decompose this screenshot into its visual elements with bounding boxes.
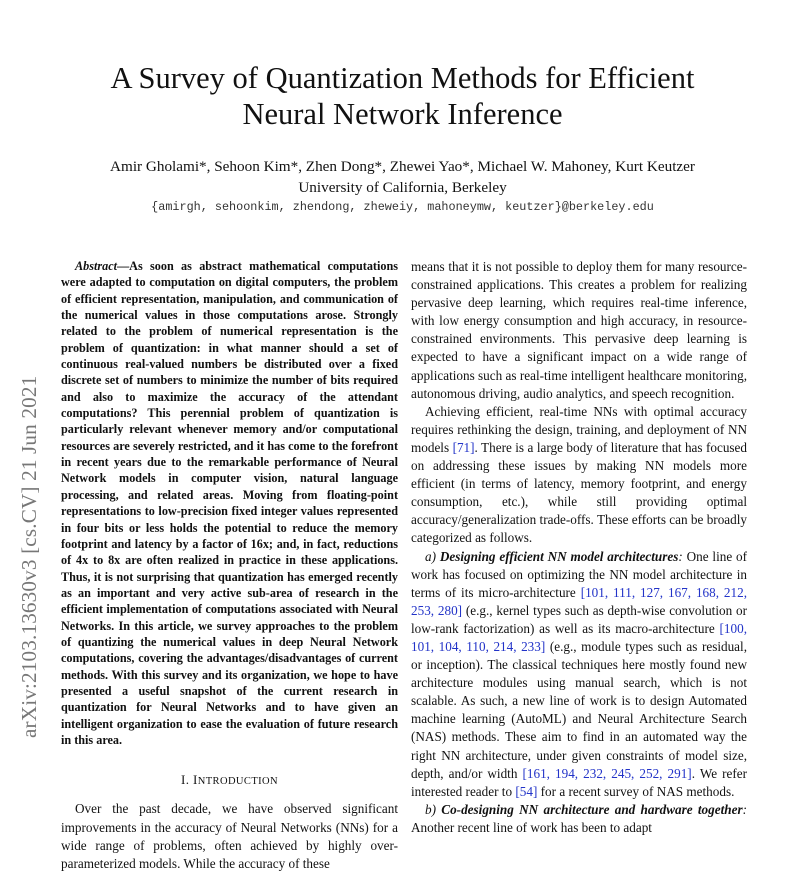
subsection-a-title: Designing efficient NN model architectures [439, 548, 679, 564]
author-list: Amir Gholami*, Sehoon Kim*, Zhen Dong*, Zhewei Yao*, Michael W. Mahoney, Kurt Keutzer [110, 158, 695, 175]
citation-link[interactable]: [101, 111, 127, 167, 168, 212, 253, 280] [411, 584, 748, 618]
abstract [61, 258, 398, 748]
subsection-a-label: a) [425, 548, 440, 564]
citation-link[interactable]: [161, 194, 232, 245, 252, 291] [522, 765, 692, 781]
abstract-text: —As soon as abstract mathematical computations were adapted to computation on digital computers, the problem of efficient representation, manipulation, and communication of the numerical values in those computations arose. Strongly related to the problem of numerical representation is the problem of quantization: in what manner should a set of continuous real-valued numbers be distributed over a fixed discrete set of numbers to minimize the number of bits required and also to maximize the accuracy of the attendant computations? This perennial problem of quantization is particularly relevant whenever memory and/or computational resources are severely restricted, and it has come to the forefront in recent years due to the remarkable performance of Neural Network models in computer vision, natural language processing, and related areas. Moving from floating-point representations to low-precision fixed integer values represented in four bits or less holds the potential to reduce the memory footprint and latency by a factor of 16x; and, in fact, reductions of 4x to 8x are often realized in practice in these applications. Thus, it is not surprising that quantization has emerged recently as an important and very active sub-area of research in the efficient implementation of computations associated with Neural Networks. In this article, we survey approaches to the problem of quantizing the numerical values in deep Neural Network computations, covering the advantages/disadvantages of current methods. With this survey and its organization, we hope to have presented a useful snapshot of the current research in quantization for Neural Networks and to have given an intelligent organization to ease the evaluation of future research in this area. [61, 259, 398, 747]
subsection-a [411, 548, 747, 801]
section-heading-introduction [61, 771, 398, 791]
subsection-b-label: b) [425, 801, 442, 817]
left-column [61, 258, 398, 873]
intro-paragraph-continued: means that it is not possible to deploy them for many resource-constrained applications. This creates a problem for realizing pervasive deep learning, which requires real-time inference, with low energy consumption and high accuracy, in resource-constrained environments. This pervasive deep learning is expected to have a significant impact on a wide range of applications such as real-time intelligent healthcare monitoring, autonomous driving, audio analytics, and speech recognition. [411, 259, 747, 401]
subsection-b-colon: : [742, 801, 747, 817]
right-column [411, 258, 747, 837]
section-title-rest: NTRODUCTION [197, 776, 278, 788]
title-line-1: A Survey of Quantization Methods for Efficient [110, 61, 695, 95]
abstract-label: Abstract [75, 259, 117, 273]
sub-a-text-2: (e.g., kernel types such as depth-wise convolution or low-rank factorization) as well as its macro-architecture [411, 602, 747, 636]
citation-link[interactable]: [100, 101, 104, 110, 214, 233] [411, 620, 747, 654]
citation-link[interactable]: [71] [452, 439, 475, 455]
sub-a-text-3: (e.g., module types such as residual, or inception). The classical techniques here mostly found new architecture modules using manual search, which is not scalable. As such, a new line of work is to design Automated machine learning (AutoML) and Neural Architecture Search (NAS) methods. These aim to find in an automated way the right NN architecture, under given constraints of model size, depth, and/or width [411, 638, 747, 781]
subsection-a-colon: : [678, 548, 683, 564]
sub-a-text-1: One line of work has focused on optimizing the NN model architecture in terms of its micro-architecture [411, 548, 747, 600]
sub-b-text-1: Another recent line of work has been to adapt [411, 819, 652, 835]
sub-a-text-4: . We refer interested reader to [411, 765, 747, 799]
intro-paragraph-2 [411, 403, 747, 548]
subsection-b-title: Co-designing NN architecture and hardware together [441, 801, 743, 817]
section-number: I. [181, 772, 194, 788]
title-line-2: Neural Network Inference [242, 97, 563, 131]
intro-paragraph-1: Over the past decade, we have observed significant improvements in the accuracy of Neural Networks (NNs) for a wide range of problems, often achieved by highly over-parameterized models. While the accuracy of these [61, 801, 398, 871]
affiliation: University of California, Berkeley [298, 179, 507, 196]
author-emails: {amirgh, sehoonkim, zhendong, zheweiy, mahoneymw, keutzer}@berkeley.edu [151, 200, 654, 214]
section-title-first: I [193, 772, 198, 788]
citation-link[interactable]: [54] [515, 783, 538, 799]
subsection-b [411, 801, 747, 837]
sub-a-text-5: for a recent survey of NAS methods. [537, 783, 735, 799]
para2-text-a: Achieving efficient, real-time NNs with optimal accuracy requires rethinking the design, training, and deployment of NN models [411, 403, 747, 455]
para2-text-b: . There is a large body of literature that has focused on addressing these issues by making NN models more efficient (in terms of latency, memory footprint, and energy consumption, etc.), while still providing optimal accuracy/generalization trade-offs. These efforts can be broadly categorized as follows. [411, 439, 747, 546]
paper-title [40, 60, 765, 132]
arxiv-stamp: arXiv:2103.13630v3 [cs.CV] 21 Jun 2021 [17, 375, 41, 738]
